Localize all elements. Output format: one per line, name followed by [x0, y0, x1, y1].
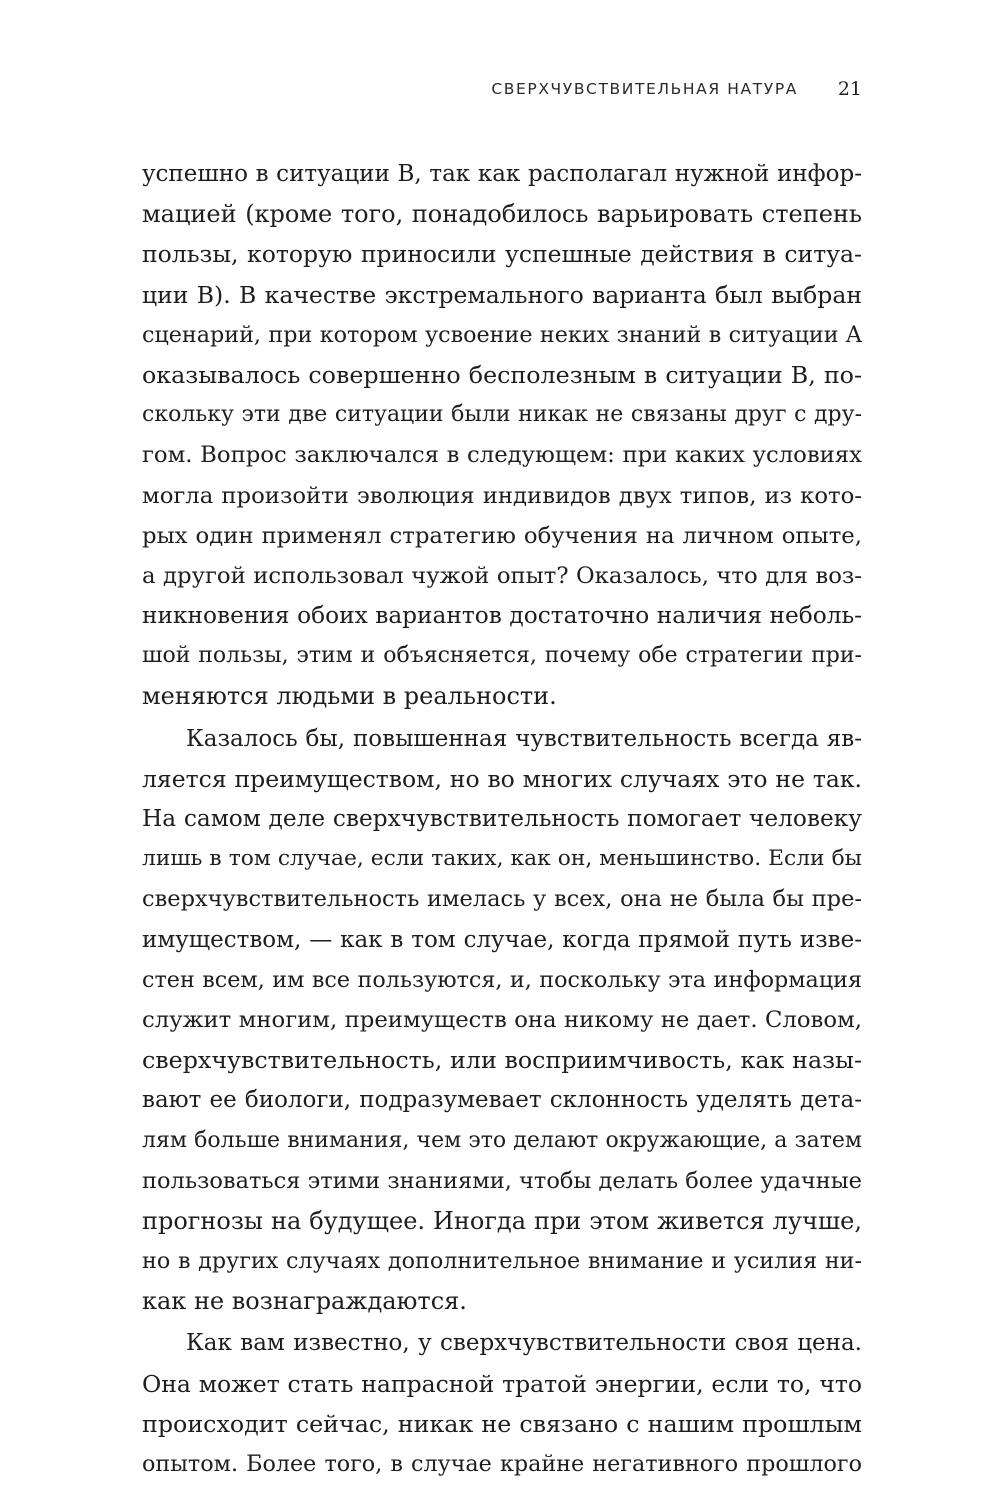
text-line: сверхчувствительность, или восприимчивость, как назы- — [142, 1046, 862, 1075]
text-line: никновения обоих вариантов достаточно наличия неболь- — [142, 602, 862, 630]
text-line: сценарий, при котором усвоение неких знаний в ситуации A — [142, 321, 862, 348]
text-line: лям больше внимания, чем это делают окружающие, а затем — [142, 1127, 862, 1153]
text-line: меняются людьми в реальности. — [142, 682, 557, 711]
text-line: сверхчувствительность имелась у всех, она не была бы пре- — [142, 886, 862, 913]
body-text — [142, 154, 862, 1484]
text-line: вают ее биологи, подразумевает склонность уделять дета- — [142, 1087, 862, 1114]
text-line: оказывалось совершенно бесполезным в ситуации B, по- — [142, 360, 862, 389]
page-number: 21 — [837, 78, 862, 100]
text-line: но в других случаях дополнительное внимание и усилия ни- — [142, 1248, 862, 1275]
paragraph — [142, 154, 862, 717]
text-line: лишь в том случае, если таких, как он, меньшинство. Если бы — [142, 846, 862, 872]
text-line: На самом деле сверхчувствительность помогает человеку — [142, 805, 862, 832]
text-line: пользоваться этими знаниями, чтобы делать более удачные — [142, 1167, 862, 1194]
running-head — [140, 80, 862, 102]
section-title: СВЕРХЧУВСТВИТЕЛЬНАЯ НАТУРА — [491, 80, 798, 98]
text-line: пользы, которую приносили успешные действия в ситуа- — [142, 240, 862, 269]
text-line: гом. Вопрос заключался в следующем: при каких условиях — [142, 442, 862, 469]
text-line: ции B). В качестве экстремального варианта был выбран — [142, 280, 862, 309]
text-line: могла произойти эволюция индивидов двух типов, из кото- — [142, 482, 862, 509]
text-line: Как вам известно, у сверхчувствительности своя цена. — [186, 1330, 862, 1357]
text-line: имуществом, — как в том случае, когда прямой путь изве- — [142, 926, 862, 953]
text-line: Она может стать напрасной тратой энергии, если то, что — [142, 1369, 862, 1398]
text-line: Казалось бы, повышенная чувствительность всегда яв- — [186, 725, 862, 752]
text-line: как не вознаграждаются. — [142, 1287, 467, 1316]
text-line: рых один применял стратегию обучения на личном опыте, — [142, 522, 862, 549]
text-line: прогнозы на будущее. Иногда при этом живется лучше, — [142, 1206, 862, 1235]
text-line: происходит сейчас, никак не связано с нашим прошлым — [142, 1409, 862, 1438]
text-line: опытом. Более того, в случае крайне негативного прошлого — [142, 1451, 862, 1477]
text-line: стен всем, им все пользуются, и, поскольку эта информация — [142, 966, 862, 993]
text-line: мацией (кроме того, понадобилось варьировать степень — [142, 200, 862, 229]
text-line: ляется преимуществом, но во многих случаях это не так. — [142, 764, 862, 793]
text-line: скольку эти две ситуации были никак не связаны друг с дру- — [142, 402, 862, 428]
paragraph — [142, 719, 862, 1322]
text-line: служит многим, преимуществ она никому не дает. Словом, — [142, 1006, 862, 1033]
paragraph — [142, 1323, 862, 1484]
text-line: а другой использовал чужой опыт? Оказалось, что для воз- — [142, 562, 862, 589]
text-line: шой пользы, этим и объясняется, почему обе стратегии при- — [142, 643, 862, 669]
text-line: успешно в ситуации B, так как располагал нужной инфор- — [142, 161, 862, 187]
